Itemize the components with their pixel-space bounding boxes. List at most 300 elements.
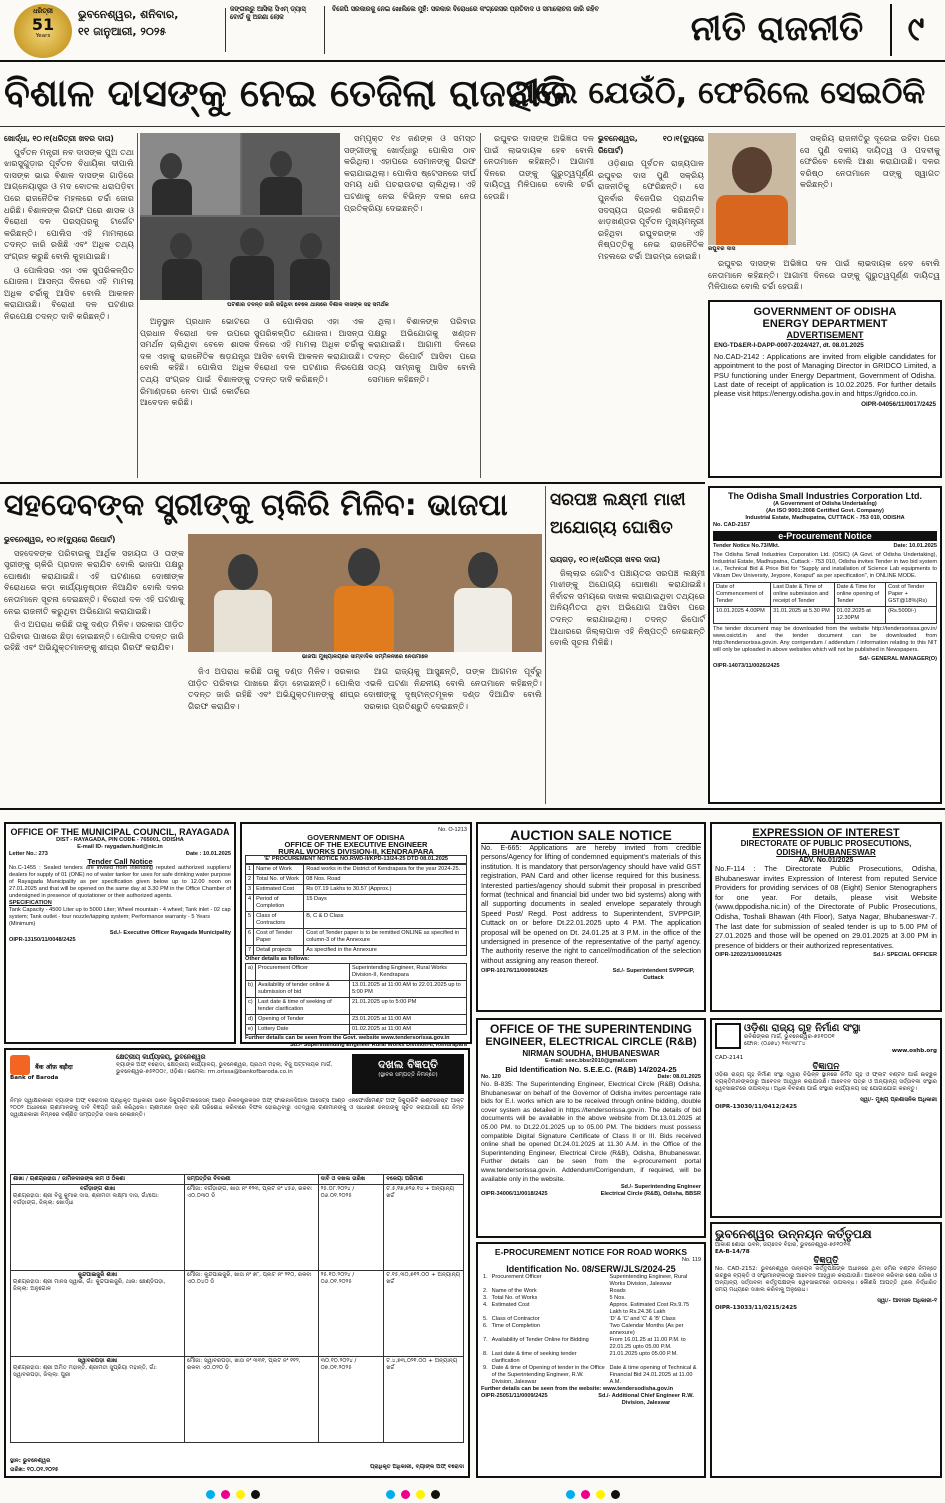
eoi-sign: Sd./- SPECIAL OFFICER (873, 952, 937, 959)
rural-cell: B, C & D Class (304, 912, 467, 929)
masthead-date-text: ୧୧ ଜାନୁଆରୀ, ୨୦୨୫ (78, 25, 167, 38)
story4-body (550, 554, 705, 804)
elec-code: OIPR-34006/11/0018/2425 (481, 1191, 548, 1198)
rural-cell: b) (246, 981, 256, 998)
rayagada-sub: DIST - RAYAGADA, PIN CODE - 765001, ODISHA (56, 837, 184, 843)
story1-col3 (140, 316, 250, 478)
story3-col1 (4, 534, 184, 804)
rural-row (246, 964, 467, 981)
osic-title: The Odisha Small Industries Corporation Ltd. (727, 491, 923, 501)
story1-headline[interactable]: ବିଶାଳ ଦାସଙ୍କୁ ନେଇ ତେଜିଲା ରାଜନୀତି (4, 71, 568, 115)
electrical-circle-ad[interactable] (476, 1018, 706, 1238)
elec-email: E-mail: seec.bbsr2010@gmail.com (545, 1058, 637, 1064)
bob-table (10, 1174, 464, 1443)
bob-property: ମୌଜା: ବର୍ଗଡ଼ାଙ୍ଗ, ଖାତା ନଂ ୧୨୩, ପ୍ଲଟ ନଂ ୪୫୬, ରକବା ଏ୦.୦୩୦ ଡି (185, 1185, 319, 1271)
road-cell: Total No. of Works (491, 1295, 538, 1301)
bob-property: ମୌଜା: କୁନ୍ଦପାଇଜୁରି, ଖାତା ନଂ ୭୮, ପ୍ଲଟ ନଂ ୨୧୦, ରକବା ଏ୦.୦୪୦ ଡି (185, 1271, 319, 1357)
bob-logo-text: बैंक ऑफ़ बड़ौदा (35, 1064, 73, 1071)
road-row (481, 1337, 701, 1351)
story3-photo-caption: ଭାଜପା ମୁଖ୍ୟାଳୟରେ ସାମ୍ବାଦିକ ସମ୍ମିଳନୀରେ ନେତାମାନେ (301, 654, 429, 660)
rural-cell: 01.02.2025 at 11:00 AM (349, 1025, 466, 1035)
road-cell: 2. (483, 1288, 488, 1294)
road-no: No. 119 (681, 1257, 701, 1263)
bda-ad[interactable] (710, 1222, 942, 1478)
eoi-sub1: DIRECTORATE OF PUBLIC PROSECUTIONS, (740, 839, 912, 848)
rural-row (246, 895, 467, 912)
road-cell: Time of Completion (491, 1323, 540, 1329)
road-cell: Two Calendar Months (As per annexure) (609, 1323, 684, 1336)
osic-td: 01.02.2025 at 12.30PM (834, 607, 885, 624)
registration-dot (566, 1490, 575, 1499)
registration-dot (401, 1490, 410, 1499)
story1-photo (140, 133, 340, 300)
housing-board-ad[interactable] (710, 1018, 942, 1218)
story3-col2-text: ଜିଏ ଅପରାଧ କରିଛି ତାକୁ ଦଣ୍ଡ ମିଳିବ। ସରକାର ପୀଡ଼ିତ ପରିବାର ପାଖରେ ଛିଡ଼ା ହୋଇଛନ୍ତି। ପୋଲିସ ତଦନ୍ତ ଜାରି ରହିଛି ଏବଂ ଅଭିଯୁକ୍ତମାନଙ୍କୁ ଶୀଘ୍ର ଗିରଫ କରାଯିବ। (188, 666, 360, 711)
osic-no: No. CAD-2157 (713, 522, 750, 528)
road-row (481, 1316, 701, 1323)
housing-heading: ବିଜ୍ଞାପନ (812, 1062, 840, 1072)
story3-dateline: ଭୁବନେଶ୍ୱର, ୧୦।୧(ବ୍ୟୁରୋ ରିପୋର୍ଟ) (4, 535, 116, 544)
rural-cell: 5 (246, 912, 254, 929)
road-cell: 9. (483, 1365, 488, 1371)
rayagada-letter: Letter No.: 273 (9, 851, 48, 857)
rural-footer: Further details can be seen from the Govt. website www.tendersorissa.gov.in (245, 1035, 450, 1041)
story3-col1-text-b: ଜିଏ ଅପରାଧ କରିଛି ତାକୁ ଦଣ୍ଡ ମିଳିବ। ସରକାର ପୀଡ଼ିତ ପରିବାର ପାଖରେ ଛିଡ଼ା ହୋଇଛନ୍ତି। ପୋଲିସ ତଦନ୍ତ ଜାରି ରହିଛି ଏବଂ ଅଭିଯୁକ୍ତମାନଙ୍କୁ ଶୀଘ୍ର ଗିରଫ କରାଯିବ। (4, 619, 184, 653)
bob-row (11, 1271, 464, 1357)
road-cell: 5. (483, 1316, 488, 1322)
registration-dot (206, 1490, 215, 1499)
rural-cell: Last date & time of seeking of tender clarification (255, 998, 349, 1015)
rayagada-spec: Tank Capacity - 4500 Liter up to 5000 Liter; Wheel mountain - 4 wheel; Tank inlet - 02 cap system; Tank outlet - four nozzle/tapping system; Performance warranty - 5 Years (Minimum) (9, 907, 231, 927)
rural-cell: Road works in the District of Kendrapara for the year 2024-25. (304, 865, 467, 875)
auction-body: No. E-665: Applications are hereby invited from credible persons/Agency for lifting of condemned equipment's materials of this institution. It is mandatory that person/agency should have valid GST registration, PAN Card and other license required for this business. Interested parties/agency should submit their proposal in prescribed format (technical and financial bid under two bid systems) along with all supporting documents in sealed envelope separately through Speed Post/ Regd. Post address to Superintendent, SVPPGIP, Cuttack on or before Dt.22.01.2025 upto 4 P.M. The application proposal will be opened on Dt. 24.01.25 at 3 P.M. in the office of the undersigned in presence of the representative of the party/ agency. The authority reserve the right to cancel/modification of the selection without assigning any reason thereof. (481, 844, 701, 965)
story3-col3 (364, 666, 542, 804)
rural-table-2 (245, 963, 467, 1035)
rural-cell: 08 Nos. Road (304, 875, 467, 885)
registration-dot (251, 1490, 260, 1499)
registration-dot (221, 1490, 230, 1499)
rayagada-heading: Tender Call Notice (87, 857, 153, 866)
rural-cell: 21.01.2025 up to 5:00 PM (349, 998, 466, 1015)
registration-dot (596, 1490, 605, 1499)
bob-place: ସ୍ଥାନ: ଭୁବନେଶ୍ୱର (10, 1458, 51, 1464)
rural-row (246, 981, 467, 998)
rural-cell: Rs 07.19 Lakhs to 30.57 (Approx.) (304, 885, 467, 895)
road-cell: Class of Contractor (491, 1316, 540, 1322)
story4-headline[interactable]: ସରପଞ୍ଚ ଲକ୍ଷ୍ମୀ ମାଝୀ ଅଯୋଗ୍ୟ ଘୋଷିତ (550, 490, 686, 538)
bda-sign: ସ୍ୱା/- ଆବାସନ ଅଧିକାରୀ-୧ (877, 1298, 937, 1304)
rural-row (246, 998, 467, 1015)
rural-cell: Class of Contractors (254, 912, 304, 929)
rural-cell: d) (246, 1015, 256, 1025)
rural-row (246, 875, 467, 885)
eoi-body: No.F-114 : The Directorate Public Prosecutions, Odisha, Bhubaneswar invites Expression of Interest from reputed Service Providers for providing services of 08 (Eight) Senior Stenographers for one year. For details, please visit Website (www.dppodisha.nic.in) of the Directorate of Public Prosecutions, Odisha, Toshali Bhawan (4th Floor), Satya Nagar, Bhubaneswar-7. The last date for submission of sealed tender is up to 5.00 PM of 27.01.2025 and those will be opened on 29.01.2025 at 3.00 PM in presence of bidders or their authorized representatives. (715, 864, 937, 950)
bob-branch-name: କୁନ୍ଦପାଇଜୁରି ଶାଖା (77, 1272, 118, 1278)
road-table (481, 1274, 701, 1386)
road-cell: Approx. Estimated Cost Rs.9.75 Lakh to Rs.24.36 Lakh (609, 1302, 690, 1315)
rural-other: Other details as follows: (245, 956, 310, 962)
rayagada-date: Date : 10.01.2025 (185, 851, 231, 857)
road-title: E-PROCUREMENT NOTICE FOR ROAD WORKS (494, 1247, 688, 1257)
rural-cell: As specified in the Annexure (304, 946, 467, 956)
housing-sign: ସ୍ୱା/- ମୁଖ୍ୟ ପ୍ରଶାସନିକ ଅଧିକାରୀ (860, 1097, 937, 1103)
elec-sign: Sd./- Superintending Engineer (620, 1184, 701, 1191)
bob-sign: ପ୍ରାଧିକୃତ ଅଧିକାରୀ, ବ୍ୟାଙ୍କ ଅଫ୍ ବରୋଦା (370, 1464, 464, 1470)
rural-no: No. O-1213 (438, 827, 467, 833)
story2-col3-text: ସକ୍ରିୟ ରାଜନୀତିରୁ ଦୂରେଇ ରହିବା ପରେ ସେ ପୁଣି ଦଳୀୟ ଦାୟିତ୍ୱ ଓ ପଦବୀକୁ ଫେରିବେ ବୋଲି ଆଶା କରାଯାଉଛି। ଦଳର ବରିଷ୍ଠ ନେତାମାନେ ତାଙ୍କୁ ସ୍ୱାଗତ କରିଛନ୍ତି। (800, 133, 940, 190)
osic-sign: Sd/- GENERAL MANAGER(O) (859, 656, 937, 662)
rayagada-code: OIPR-13150/11/0048/2425 (9, 937, 76, 943)
story2-photo-caption: ରଘୁବର ଦାସ (708, 246, 736, 252)
story2-headline[interactable]: ଥିଲେ ଯେଉଁଠି, ଫେରିଲେ ସେଇଠିକି (512, 75, 926, 111)
eoi-title: EXPRESSION OF INTEREST (752, 827, 900, 839)
story2-col4 (708, 258, 940, 298)
housing-no: CAD-2141 (715, 1055, 744, 1061)
divider (545, 486, 546, 804)
story1-col5 (368, 316, 476, 478)
masthead-date (78, 8, 226, 52)
bda-address: ଆକାଶ ଶୋଭା ଭବନ, ଜୟଦେବ ବିହାର, ଭୁବନେଶ୍ୱର-୭୫୧୦୧୩ (715, 1242, 851, 1248)
registration-dot (386, 1490, 395, 1499)
rural-cell: 7 (246, 946, 254, 956)
osic-td: 31.01.2025 at 5.30 PM (771, 607, 834, 624)
story3-headline[interactable]: ସହଦେବଙ୍କ ସ୍ତ୍ରୀଙ୍କୁ ଚାକିରି ମିଳିବ: ଭାଜପା (4, 488, 508, 523)
story2-dateline: ଭୁବନେଶ୍ୱର, ୧୦।୧(ବ୍ୟୁରୋ ରିପୋର୍ଟ) (598, 134, 704, 155)
bob-th: ବକେୟା ପରିମାଣ (384, 1175, 464, 1185)
road-works-ad[interactable] (476, 1242, 706, 1478)
rural-row (246, 929, 467, 946)
road-row (481, 1302, 701, 1316)
bob-dates: ୩୦.୧୦.୨୦୨୪ / ୦୭.୦୧.୨୦୨୫ (318, 1357, 384, 1443)
road-cell: Superintending Engineer, Rural Works Division, Jaleswar (609, 1274, 688, 1287)
bob-logo (10, 1054, 110, 1094)
masthead-rule (0, 60, 945, 62)
bob-logo-icon (10, 1055, 30, 1075)
bob-amount: ଟ.୪,୭୩,୦୨୧.୦୦ + ଅନ୍ୟାନ୍ୟ ଖର୍ଚ୍ଚ (384, 1357, 464, 1443)
bob-header-row (11, 1175, 464, 1185)
badge-sub: Years (35, 32, 51, 39)
elec-bid: Bid Identification No. S.E.E.C. (R&B) 14/2024-25 (505, 1065, 677, 1074)
osic-table (713, 582, 937, 624)
bob-dates: ୨୫.୦୮.୨୦୨୪ / ୦୬.୦୧.୨୦୨୫ (318, 1185, 384, 1271)
anniversary-badge (14, 4, 72, 58)
story1-col4 (254, 316, 364, 478)
eoi-adv: ADV. No.01/2025 (798, 857, 854, 864)
elec-body: No. B-835: The Superintending Engineer, Electrical Circle (R&B) Odisha, Bhubaneswar on behalf of the Governor of Odisha invites percentage rate bids for E.I. works which are to be received through online bidding, double cover system as detailed in https://tendersorissa.gov.in. The details of bid documents will be available in the above website from Dt.13.01.2025 at 05.00 PM. to Dt.22.01.2025 up to 05.00 PM. The bidders must possess compatible Digital Signature Certificate of Class II or III. Bids received online shall be opened Dt.24.01.2025 at 11.30 A.M. in the Office of the Superintending Engineer, Electrical Circle (R&B), Odisha, Bhubaneswar. Further details can be seen from the e-procurement portal www.tendersorissa.gov.in. Addendum/Corrigendum, if required, will be available only in the website. (481, 1081, 701, 1183)
osic-footer: The tender document may be downloaded from the website http://tendersorissa.gov.in/ www.osictd.in and the tender document can be downloaded from http://tendersorissa.gov.in. Any corrigendum / addendum / information relating to this NIT will only be uploaded in above websites which will not be published in Newspapers. (713, 626, 937, 653)
osic-th: Last Date & Time of online submission and receipt of Tender (771, 583, 834, 607)
osic-sub2: (An ISO 9001:2008 Certified Govt. Company) (766, 508, 884, 514)
rural-cell: a) (246, 964, 256, 981)
rural-cell: 15 Days (304, 895, 467, 912)
section-title: ନୀତି ରାଜନୀତି (690, 9, 864, 49)
bob-table-wrap (10, 1174, 464, 1454)
bob-notice-sub: (ସ୍ଥାବର ସମ୍ପତ୍ତି ନିମନ୍ତେ) (378, 1072, 438, 1078)
rural-cell: 4 (246, 895, 254, 912)
rural-cell: Period of Completion (254, 895, 304, 912)
road-row (481, 1365, 701, 1386)
osic-code: OIPR-14073/11/0026/2425 (713, 663, 780, 669)
elec-sign2: Electrical Circle (R&B), Odisha, BBSR (600, 1191, 701, 1198)
housing-logo-icon (715, 1023, 741, 1049)
road-row (481, 1323, 701, 1337)
osic-band: e-Procurement Notice (713, 531, 937, 541)
rural-cell: Estimated Cost (254, 885, 304, 895)
rural-cell: Total No. of Work (254, 875, 304, 885)
road-cell: 6. (483, 1323, 488, 1329)
story4-dateline: ରାୟଗଡ଼, ୧୦।୧(ଧରିତ୍ରୀ ଖବର ଦାତା) (550, 555, 661, 564)
road-cell: 21.01.2025 upto 05.00 P.M. (609, 1351, 678, 1357)
story1-dateline: ଖୋର୍ଦ୍ଧା, ୧୦।୧(ଧରିତ୍ରୀ ଖବର ଦାତା) (4, 134, 114, 143)
road-row (481, 1288, 701, 1295)
rural-cell: 23.01.2025 at 11:00 AM (349, 1015, 466, 1025)
registration-dot (611, 1490, 620, 1499)
housing-phone: ଫୋନ: (୦୬୭୪) ୨୩୯୩୮୮୪ (744, 1041, 806, 1047)
masthead (0, 0, 945, 62)
eoi-sub2: ODISHA, BHUBANESWAR (776, 848, 876, 857)
osic-tender-no: Tender Notice No.73/Mkt. (713, 543, 780, 549)
elec-date: Date: 08.01.2025 (657, 1074, 701, 1080)
bda-heading: ବିଜ୍ଞପ୍ତି (813, 1256, 839, 1266)
osic-th: Date of Commencement of Tender (714, 583, 771, 607)
bob-row (11, 1185, 464, 1271)
bob-borrower: ଋଣଗ୍ରହୀତା: ଶ୍ରୀ ମାନସ ସ୍ୱାଇଁ, ଗାଁ: କୁନ୍ଦପାଇଜୁରି, ଥାନା: ଛେଣ୍ଡିପଡ଼ା, ଜିଲ୍ଲା: ଅନୁଗୋଳ (13, 1279, 166, 1292)
housing-code: OIPR-13030/11/0412/2425 (715, 1104, 798, 1110)
story2-photo (708, 133, 796, 245)
housing-address: ରବିଶଙ୍କର ମାର୍ଗ, ଭୁବନେଶ୍ୱର-୭୫୧୦୦୧ (744, 1034, 835, 1040)
road-ident: Identification No. 08/SERW/JLS/2024-25 (506, 1264, 676, 1274)
rural-title2: OFFICE OF THE EXECUTIVE ENGINEER (284, 840, 428, 849)
rayagada-body: No.C-1455 : Sealed tenders are invited from intending reputed authorized suppliers/ dealers for supply of 01 (ONE) no of water tanker for uses for safe drinking water purpose of Rayagada Municipality as per specification given below up to 12.00 noon on 27.01.2025 and that will be opened on the same day at 3.30 PM in the Office Chamber of undersigned in presence of quotationer or their authorized agents. (9, 865, 231, 899)
bob-amount: ଟ.୫,୧୭,୭୨୬.୧୪ + ଅନ୍ୟାନ୍ୟ ଖର୍ଚ୍ଚ (384, 1185, 464, 1271)
road-cell: Name of the Work (491, 1288, 537, 1294)
housing-body: ଓଡ଼ିଶା ରାଜ୍ୟ ଗୃହ ନିର୍ମାଣ ସଂସ୍ଥା ଦ୍ୱାରା ବିଭିନ୍ନ ସ୍ଥାନରେ ନିର୍ମିତ ଗୃହ ଓ ଫ୍ଲାଟ ବଣ୍ଟନ ପାଇଁ ଇଚ୍ଛୁକ ବ୍ୟକ୍ତିମାନଙ୍କଠାରୁ ଆବେଦନ ଆହ୍ୱାନ କରାଯାଉଛି। ଆବେଦନ ପତ୍ର ଓ ଅନ୍ୟାନ୍ୟ ସର୍ତ୍ତାବଳୀ ସଂସ୍ଥାର ୱେବସାଇଟରେ ଉପଲବ୍ଧ। ଅଧିକ ବିବରଣୀ ପାଇଁ ସଂସ୍ଥାର କାର୍ଯ୍ୟାଳୟ ସହ ଯୋଗାଯୋଗ କରନ୍ତୁ। (715, 1072, 937, 1092)
road-cell: Estimated Cost (491, 1302, 530, 1308)
story3-photo (188, 534, 542, 652)
bob-notice-band (352, 1054, 464, 1094)
story2-col1-text: ରଘୁବର ଦାସଙ୍କ ଅଭିଜ୍ଞତା ଦଳ ପାଇଁ ଲାଭଦାୟକ ହେବ ବୋଲି ନେତାମାନେ କହିଛନ୍ତି। ଆଗାମୀ ଦିନରେ ତାଙ୍କୁ ଗୁରୁତ୍ୱପୂର୍ଣ୍ଣ ଦାୟିତ୍ୱ ମିଳିପାରେ ବୋଲି ଚର୍ଚ୍ଚା ହେଉଛି। (484, 133, 594, 201)
story1-col3-text: ଅନୁସ୍ଥାନ ପ୍ରଧାନ ଭୋଟରେ ପ୍ରଧାନ ବିରୋଧୀ ଦଳ ଉପରେ ସମର୍ଥନ ଚାଲିଥିବା ବେଳେ ଶାସକ ଦଳ ଏହାକୁ ରାଜନୈତିକ ଷଡ଼ଯନ୍ତ୍ର ବୋଲି କହିଛି। ପୋଲିସ ଅଧିକ ତଥ୍ୟ ସଂଗ୍ରହ ପାଇଁ ବିଶାଳଙ୍କୁ ରିମାଣ୍ଡରେ ନେବା ପାଇଁ କୋର୍ଟରେ ଆବେଦନ କରିଛି। (140, 316, 250, 408)
osic-th: Date & Time for online opening of Tender (834, 583, 885, 607)
rural-table (245, 864, 467, 956)
masthead-teaser-right[interactable]: ବିଜେପି ସରକାରକୁ ନେଇ ଖୋଲିଲେ ମୁହଁ: ସରକାର ବିରୋଧରେ କଂଗ୍ରେସର ପ୍ରତିବାଦ ଓ ସମାଲୋଚନା ଜାରି ରହିବ (332, 6, 599, 13)
story1-col1-text-b: ଓ ପୋଲିସର ଏହା ଏକ ସୁପରିକଳ୍ପିତ ଯୋଜନା। ଆସନ୍ତା ଦିନରେ ଏହି ମାମଲା ଅଧିକ ଚର୍ଚ୍ଚାକୁ ଆସିବ ବୋଲି ଆକଳନ କରାଯାଉଛି। ବିରୋଧୀ ଦଳ ଘଟଣାର ନିରପେକ୍ଷ ତଦନ୍ତ ଦାବି କରିଛନ୍ତି। (4, 264, 134, 321)
badge-number: 51 (31, 14, 55, 34)
rural-cell: c) (246, 998, 256, 1015)
badge-label: ଧରିତ୍ରୀ (33, 8, 53, 15)
road-cell: 'D' & 'C' and 'C' & 'B' Class (609, 1316, 676, 1322)
registration-dot (236, 1490, 245, 1499)
story2-col2-text: ଓଡ଼ିଶାର ପୂର୍ବତନ ରାଜ୍ୟପାଳ ରଘୁବର ଦାସ ପୁଣି ସକ୍ରିୟ ରାଜନୀତିକୁ ଫେରିଛନ୍ତି। ସେ ପୁନର୍ବାର ବିଜେପିର ପ୍ରାଥମିକ ସଦସ୍ୟତା ଗ୍ରହଣ କରିଛନ୍ତି। ଝାଡ଼ଖଣ୍ଡର ପୂର୍ବତନ ମୁଖ୍ୟମନ୍ତ୍ରୀ ରହିଥିବା ରଘୁବରଙ୍କ ଏହି ନିଷ୍ପତ୍ତିକୁ ନେଇ ରାଜନୈତିକ ମହଲରେ ଚର୍ଚ୍ଚା ଆରମ୍ଭ ହୋଇଛି। (598, 158, 704, 261)
story1-col2 (344, 133, 476, 300)
rural-row (246, 912, 467, 929)
rural-title1: GOVERNMENT OF ODISHA (307, 833, 405, 842)
road-code: OIPR-25051/11/0009/2425 (481, 1393, 548, 1399)
bob-logo-en: Bank of Baroda (10, 1074, 59, 1081)
story3-col1-text: ସହଦେବଙ୍କ ପରିବାରକୁ ଆର୍ଥିକ ସହାୟତା ଓ ତାଙ୍କ ସ୍ତ୍ରୀଙ୍କୁ ଚାକିରି ପ୍ରଦାନ କରାଯିବ ବୋଲି ଭାଜପା ପକ୍ଷରୁ ଘୋଷଣା କରାଯାଇଛି। ଏହି ଘଟଣାରେ ଦୋଷୀଙ୍କ ବିରୋଧରେ କଡ଼ା କାର୍ଯ୍ୟାନୁଷ୍ଠାନ ନିଆଯିବ ବୋଲି ଦଳର ନେତାମାନେ ସୂଚନା ଦେଇଛନ୍ତି। ବିରୋଧୀ ଦଳ ଏହି ଘଟଣାକୁ ନେଇ ରାଜନୀତି କରୁଥିବା ଅଭିଯୋଗ କରାଯାଇଛି। (4, 547, 184, 616)
rayagada-tender-ad[interactable] (4, 822, 236, 1044)
osic-td: 10.01.2025 4.00PM (714, 607, 771, 624)
bob-borrower: ଋଣଗ୍ରହୀତା: ଶ୍ରୀ ବିଜୁ କୁମାର ଦାସ, ଶ୍ରୀମତୀ ଲକ୍ଷ୍ମୀ ଦାସ, ଗାଁ/ପୋ: ବର୍ଗଡ଼ାଙ୍ଗ, ଜିଲ୍ଲା: ଖୋର୍ଦ୍ଧା (13, 1193, 159, 1206)
road-cell: From 16.01.25 at 11.00 P.M. to 22.01.25 upto 05.00 P.M. (609, 1337, 686, 1350)
story1-col5-text: ଥିଲା। ବିଶାଳଙ୍କ ପରିବାର ପକ୍ଷରୁ ଅଭିଯୋଗକୁ ଖଣ୍ଡନ କରାଯାଇଛି। ଆଗାମୀ ଦିନରେ ତଦନ୍ତ ରିପୋର୍ଟ ଆସିବା ପରେ ସତ୍ୟ ସାମ୍ନାକୁ ଆସିବ ବୋଲି ସେମାନେ କହିଛନ୍ତି। (368, 316, 476, 384)
rural-cell: 13.01.2025 at 11:00 AM to 22.01.2025 up to 5:00 PM (349, 981, 466, 998)
road-cell: 5 Nos. (609, 1295, 626, 1301)
energy-ad-body: No.CAD-2142 : Applications are invited from eligible candidates for appointment to the post of Managing Director in GRIDCO Limited, a PSU functioning under Energy Department, Government of Odisha. Last date of receipt of application is 10.02.2025. For further details please visit https://energy.odisha.gov.in and https://gridco.co.in. (714, 351, 936, 399)
masthead-city: ଭୁବନେଶ୍ୱର, ଶନିବାର, (78, 8, 179, 21)
bob-borrower: ଋଣଗ୍ରହୀତା: ଶ୍ରୀ ଅମିତ ମହାନ୍ତି, ଶ୍ରୀମତୀ ସୁପ୍ରିୟା ମହାନ୍ତି, ଗାଁ: ସ୍ୱାବରପଡ଼ା, ଜିଲ୍ଲା: ପୁରୀ (13, 1365, 157, 1378)
bank-of-baroda-ad[interactable] (4, 1048, 470, 1478)
masthead-teaser-left[interactable]: ଜଙ୍ଗଲରୁ ଆସିଲା ସିଏମ୍ ଡ୍ୟାସ୍ ବୋର୍ଡ କୁ ଅଜଣା ଲୋକ (230, 6, 325, 54)
divider (480, 133, 481, 478)
rayagada-email: E-mail ID- raygadam.hud@nic.in (77, 844, 163, 850)
rural-band: 'E' PROCUREMENT NOTICE NO.RWD-II/KPD-13/24-25 DTD 08.01.2025 (245, 855, 467, 864)
rural-cell: 6 (246, 929, 254, 946)
story2-col2 (598, 133, 704, 478)
story1-col1 (4, 133, 134, 478)
road-cell: Availability of Tender Online for Bidding (491, 1337, 589, 1343)
bob-branch-name: ସ୍ୱାବରପଡ଼ା ଶାଖା (77, 1358, 118, 1364)
road-row (481, 1274, 701, 1288)
elec-title1: OFFICE OF THE SUPERINTENDING (489, 1022, 692, 1036)
rural-cell: 3 (246, 885, 254, 895)
bob-header (116, 1054, 346, 1094)
bob-property: ମୌଜା: ସ୍ୱାବରପଡ଼ା, ଖାତା ନଂ ୩୩୧, ପ୍ଲଟ ନଂ ୧୧୨, ରକବା ଏ୦.୦୨୦ ଡି (185, 1357, 319, 1443)
road-cell: Date & time of Opening of tender in the Office of the Superintending Engineer, R.W. Division, Jaleswar (491, 1365, 605, 1385)
rural-cell: e) (246, 1025, 256, 1035)
bob-office: କ୍ଷେତ୍ରୀୟ କାର୍ଯ୍ୟାଳୟ, ଭୁବନେଶ୍ୱର (116, 1054, 206, 1061)
bda-no: EA-B-14/78 (715, 1249, 750, 1255)
bob-td (11, 1357, 185, 1443)
page-number: ୯ (890, 4, 940, 56)
elec-title2: ENGINEER, ELECTRICAL CIRCLE (R&B) (485, 1036, 697, 1048)
story4-body-text: ଜିଲ୍ଲାର ଗୋଟିଏ ପଞ୍ଚାୟତର ସରପଞ୍ଚ ଲକ୍ଷ୍ମୀ ମାଝୀଙ୍କୁ ଅଯୋଗ୍ୟ ଘୋଷଣା କରାଯାଇଛି। ନିର୍ବାଚନ ସମୟରେ ଦାଖଲ କରାଯାଇଥିବା ତଥ୍ୟରେ ଅନିୟମିତତା ଥିବା ଅଭିଯୋଗ ଆସିବା ପରେ ତଦନ୍ତ କରାଯାଇଥିଲା। ତଦନ୍ତ ରିପୋର୍ଟ ଆଧାରରେ ଜିଲ୍ଲାପାଳ ଏହି ନିଷ୍ପତ୍ତି ନେଇଛନ୍ତି ବୋଲି ସୂଚନା ମିଳିଛି। (550, 567, 705, 648)
ads-rule (0, 808, 945, 810)
rural-sign: Sd./- Superintending Engineer Rural Works Division-II, Kendrapara (289, 1042, 467, 1048)
osic-th: Cost of Tender Paper + GST@18%(Rs) (886, 583, 937, 607)
bob-address: ବ୍ୟାଙ୍କ ଅଫ୍ ବରୋଦା, କ୍ଷେତ୍ରୀୟ କାର୍ଯ୍ୟାଳୟ, ଭୁବନେଶ୍ୱର, ପ୍ରଥମ ମହଲା, ବିଜୁ ପଟ୍ଟନାୟକ ମାର୍ଗ, ଭୁବନେଶ୍ୱର-୭୫୧୦୦୯, ଓଡ଼ିଶା। ଇମେଲ: rm.orissa@bankofbaroda.co.in (116, 1061, 333, 1075)
elec-no: No. 120 (481, 1074, 501, 1080)
rural-cell: Superintending Engineer, Rural Works Division-II, Kendrapara (349, 964, 466, 981)
rural-works-ad[interactable] (240, 822, 472, 1048)
bob-date: ତାରିଖ: ୧୦.୦୧.୨୦୨୫ (10, 1467, 59, 1473)
road-cell: 7. (483, 1337, 488, 1343)
story1-col2-text: ସମ୍ପୃକ୍ତ ୧୪ ଜଣଙ୍କ ଓ ସମସ୍ତ ସଙ୍ଗୀଙ୍କୁ ଖୋର୍ଦ୍ଧାରୁ ପୋଲିସ ଠାବ କରିଥିଲା। ଏହାପରେ ସେମାନଙ୍କୁ ଗିରଫ କରାଯାଇଥିଲା। ପୋଲିସ ଷ୍ଟେସନରେ ଦୀର୍ଘ ସମୟ ଧରି ପଚରାଉଚରା ଚାଲିଥିଲା। ଏହି ଘଟଣାକୁ ନେଇ ବିଭିନ୍ନ ଦଳର ନେତା ପ୍ରତିକ୍ରିୟା ଦେଇଛନ୍ତି। (344, 133, 476, 213)
bda-title: ଭୁବନେଶ୍ୱର ଉନ୍ନୟନ କର୍ତ୍ତୃପକ୍ଷ (715, 1227, 872, 1241)
rural-cell: Procurement Officer (255, 964, 349, 981)
rural-title3: RURAL WORKS DIVISION-II, KENDRAPARA (278, 847, 434, 856)
story2-col4-text: ରଘୁବର ଦାସଙ୍କ ଅଭିଜ୍ଞତା ଦଳ ପାଇଁ ଲାଭଦାୟକ ହେବ ବୋଲି ନେତାମାନେ କହିଛନ୍ତି। ଆଗାମୀ ଦିନରେ ତାଙ୍କୁ ଗୁରୁତ୍ୱପୂର୍ଣ୍ଣ ଦାୟିତ୍ୱ ମିଳିପାରେ ବୋଲି ଚର୍ଚ୍ଚା ହେଉଛି। (708, 258, 940, 292)
story1-col1-text: ପୁର୍ବତନ ମନ୍ତ୍ରୀ ନବ ଦାସଙ୍କ ପୁଅ ତଥା ଝାରସୁଗୁଡ଼ାର ପୂର୍ବତନ ବିଧାୟିକା ଦୀପାଲି ଦାସଙ୍କ ଭାଇ ବିଶାଳ ଦାସଙ୍କ ଗାଡ଼ିରେ ଆଗ୍ନେୟାସ୍ତ୍ର ଓ ମଦ ବୋତଲ ଧରାପଡ଼ିବା ପରେ ରାଜନୈତିକ ମହଲରେ ଚର୍ଚ୍ଚା ଜୋର ଧରିଛି। ବିଶାଳଙ୍କ ଗିରଫ ପରେ ଶାସକ ଓ ବିରୋଧୀ ଦଳ ପରସ୍ପରକୁ ଟାର୍ଗେଟ କରିଛନ୍ତି। ପୋଲିସ ଏହି ମାମଲାରେ ତଦନ୍ତ ଜାରି ରଖିଛି ଏବଂ ଅଧିକ ତଥ୍ୟ ସଂଗ୍ରହ କରୁଛି ବୋଲି କୁହାଯାଇଛି। (4, 146, 134, 261)
headline-rule (0, 126, 945, 127)
expression-of-interest-ad[interactable] (710, 822, 942, 1012)
rural-cell: Opening of Tender (255, 1015, 349, 1025)
energy-ad-ref: ENG-TD&ER-I-DAPP-0007-2024/427, dt. 08.01.2025 (714, 342, 864, 349)
housing-web: www.oshb.org (891, 1048, 937, 1054)
osic-address: Industrial Estate, Madhupatna, CUTTACK - 753 010, ODISHA (745, 515, 905, 521)
osic-tender-ad[interactable] (708, 486, 942, 804)
bda-body: No. CAD-2152: ଭୁବନେଶ୍ୱର ଉନ୍ନୟନ କର୍ତ୍ତୃପକ୍ଷଙ୍କ ଅଧୀନରେ ଥିବା ଜମିର ବଣ୍ଟନ ନିମନ୍ତେ ଇଚ୍ଛୁକ ବ୍ୟକ୍ତି ଓ ସଂସ୍ଥାମାନଙ୍କଠାରୁ ଆବେଦନ ଆହ୍ୱାନ କରାଯାଉଛି। ଆବେଦନ କରିବାର ଶେଷ ତାରିଖ ଓ ଅନ୍ୟାନ୍ୟ ସର୍ତ୍ତାବଳୀ କର୍ତ୍ତୃପକ୍ଷଙ୍କ ୱେବସାଇଟରେ ଉପଲବ୍ଧ। କୌଣସି ଆପତ୍ତି ଥିଲେ ନିର୍ଦ୍ଧାରିତ ସମୟ ମଧ୍ୟରେ ଦାଖଲ କରିବାକୁ ଅନୁରୋଧ। (715, 1266, 937, 1293)
rayagada-spec-title: SPECIFICATION (9, 900, 52, 906)
story1-col4-text: ଓ ପୋଲିସର ଏହା ଏକ ସୁପରିକଳ୍ପିତ ଯୋଜନା। ଆସନ୍ତା ଦିନରେ ଏହି ମାମଲା ଅଧିକ ଚର୍ଚ୍ଚାକୁ ଆସିବ ବୋଲି ଆକଳନ କରାଯାଉଛି। ବିରୋଧୀ ଦଳ ଘଟଣାର ନିରପେକ୍ଷ ତଦନ୍ତ ଦାବି କରିଛନ୍ତି। (254, 316, 364, 384)
road-footer: Further details can be seen from the website: www.tendersodisha.gov.in (481, 1386, 674, 1392)
story3-col2 (188, 666, 360, 804)
rural-cell: Detail projects (254, 946, 304, 956)
story3-col3-text: ଆଗ ରାଜ୍ୟକୁ ଆସୁଛନ୍ତି, ତାଙ୍କ ଆଗମନ ପୂର୍ବରୁ ଏଭଳି ଘଟଣା ନିନ୍ଦନୀୟ ବୋଲି ନେତାମାନେ କହିଛନ୍ତି। ଦୋଷୀଙ୍କୁ ଦୃଷ୍ଟାନ୍ତମୂଳକ ଦଣ୍ଡ ଦିଆଯିବ ବୋଲି ସରକାର ପ୍ରତିଶ୍ରୁତି ଦେଇଛନ୍ତି। (364, 666, 542, 711)
bob-dates: ୨୫.୧୦.୨୦୨୪ / ୦୬.୦୧.୨୦୨୫ (318, 1271, 384, 1357)
road-cell: 8. (483, 1351, 488, 1357)
story1-photo-caption: ଘଟଣାର ତଦନ୍ତ ଜାରି ରହିଥିବା ବେଳେ ଥାନାରେ ବିଶାଳ ଦାସଙ୍କ ସହ ସମର୍ଥକ (227, 302, 389, 308)
road-cell: 3. (483, 1295, 488, 1301)
rural-row (246, 885, 467, 895)
rural-cell: 1 (246, 865, 254, 875)
auction-sign: Sd./- Superintendent SVPPGIP, Cuttack (612, 968, 695, 982)
road-cell: Roads (609, 1288, 626, 1294)
rayagada-title: OFFICE OF THE MUNICIPAL COUNCIL, RAYAGADA (10, 827, 230, 837)
road-row (481, 1295, 701, 1302)
rural-row (246, 1015, 467, 1025)
auction-title: AUCTION SALE NOTICE (481, 827, 701, 844)
rural-row (246, 865, 467, 875)
divider (137, 133, 138, 478)
bob-td (11, 1185, 185, 1271)
road-cell: 4. (483, 1302, 488, 1308)
rural-cell: Name of Work (254, 865, 304, 875)
bob-intro: ନିମ୍ନ ସ୍ୱାକ୍ଷରକାରୀ ବ୍ୟାଙ୍କ ଅଫ୍ ବରୋଦାର ପ୍ରାଧିକୃତ ଅଧିକାରୀ ଭାବେ ସିକ୍ୟୁରିଟାଇଜେସନ୍ ଆଣ୍ଡ ରିକନଷ୍ଟ୍ରକସନ ଅଫ୍ ଫାଇନାନସିଆଲ ଆସେଟ୍ସ ଆଣ୍ଡ ଏନଫୋର୍ସମେଣ୍ଟ ଅଫ୍ ସିକ୍ୟୁରିଟି ଇଣ୍ଟରେଷ୍ଟ ଆକ୍ଟ ୨୦୦୨ ଅଧୀନରେ ଋଣୀମାନଙ୍କୁ ଦାବି ବିଜ୍ଞପ୍ତି ଜାରି କରିଥିଲେ। ଋଣୀମାନେ ଉକ୍ତ ରାଶି ପରିଶୋଧ କରିବାରେ ବିଫଳ ହୋଇଥିବାରୁ ଏତଦ୍ୱାରା ଋଣୀମାନଙ୍କୁ ଓ ସାଧାରଣ ଜନତାଙ୍କୁ ସୂଚିତ କରାଯାଉଛି ଯେ ନିମ୍ନ ସ୍ୱାକ୍ଷରକାରୀ ନିମ୍ନରେ ବର୍ଣ୍ଣିତ ସମ୍ପତ୍ତିର ଦଖଲ ନେଇଛନ୍ତି। (10, 1098, 464, 1118)
road-cell: Date & time opening of Technical & Financial Bid 24.01.2025 at 11.00 A.M. (609, 1365, 697, 1385)
bob-row (11, 1357, 464, 1443)
energy-ad-title3: ADVERTISEMENT (786, 330, 864, 340)
road-cell: 1. (483, 1274, 488, 1280)
energy-department-ad[interactable] (708, 300, 942, 478)
rural-cell: Cost of Tender Paper (254, 929, 304, 946)
bob-th: ସମ୍ପତ୍ତିର ବିବରଣୀ (185, 1175, 319, 1185)
color-registration-marks (150, 1484, 795, 1496)
bob-td (11, 1271, 185, 1357)
road-row (481, 1351, 701, 1365)
bda-code: OIPR-13033/11/0215/2425 (715, 1305, 798, 1311)
registration-dot (581, 1490, 590, 1499)
housing-title: ଓଡ଼ିଶା ରାଜ୍ୟ ଗୃହ ନିର୍ମାଣ ସଂସ୍ଥା (744, 1023, 861, 1034)
bob-th: ଦାବି ଓ ଦଖଲ ତାରିଖ (318, 1175, 384, 1185)
story2-col1 (484, 133, 594, 478)
osic-date: Date: 10.01.2025 (893, 543, 937, 549)
road-cell: Procurement Officer (491, 1274, 542, 1280)
eoi-code: OIPR-12022/11/0001/2425 (715, 952, 782, 959)
rural-row (246, 1025, 467, 1035)
auction-sale-ad[interactable] (476, 822, 706, 1012)
rural-cell: Cost of Tender paper is to be remitted ONLINE as specified in column-3 of the Annexure (304, 929, 467, 946)
rural-row (246, 946, 467, 956)
energy-ad-title2: ENERGY DEPARTMENT (762, 318, 888, 330)
auction-code: OIPR-10176/11/0009/2425 (481, 968, 548, 975)
osic-td: (Rs.5000/-) (886, 607, 937, 624)
bob-amount: ଟ.୧୫,୩୦,୭୧୨.୦୦ + ଅନ୍ୟାନ୍ୟ ଖର୍ଚ୍ଚ (384, 1271, 464, 1357)
osic-body: The Odisha Small Industries Corporation Ltd. (OSIC) (A Govt. of Odisha Undertaking), Industrial Estate, Madhupatna, Cuttack - 753 010, Odisha invites Tender in two bid system i.e., Technical Bid & Price Bid for "Supply and installation of Science Lab equipments to Vikram Dev University, Jeypore, Koraput" as per specification", in ONLINE MODE. (713, 552, 937, 579)
registration-dot (431, 1490, 440, 1499)
bob-notice: ଦଖଲ ବିଜ୍ଞପ୍ତି (378, 1058, 438, 1071)
road-cell: Last date & time of seeking tender clarification (491, 1351, 577, 1364)
rural-cell: Lottery Date (255, 1025, 349, 1035)
osic-sub: (A Government of Odisha Undertaking) (773, 501, 877, 507)
bob-th: ଶାଖା / ଋଣଗ୍ରହୀତା / ଜାମିନଦାରଙ୍କ ନାମ ଓ ଠିକଣା (11, 1175, 185, 1185)
rayagada-sign: Sd./- Executive Officer Rayagada Municipality (109, 930, 231, 936)
energy-ad-code: OIPR-04056/11/0017/2425 (861, 400, 936, 408)
energy-ad-title1: GOVERNMENT OF ODISHA (753, 306, 897, 318)
elec-sub: NIRMAN SOUDHA, BHUBANESWAR (522, 1049, 660, 1058)
road-sign: Sd./- Additional Chief Engineer R.W. Division, Jaleswar (598, 1393, 694, 1406)
bob-branch-name: ବର୍ଗଡ଼ାଙ୍ଗ ଶାଖା (79, 1186, 116, 1192)
